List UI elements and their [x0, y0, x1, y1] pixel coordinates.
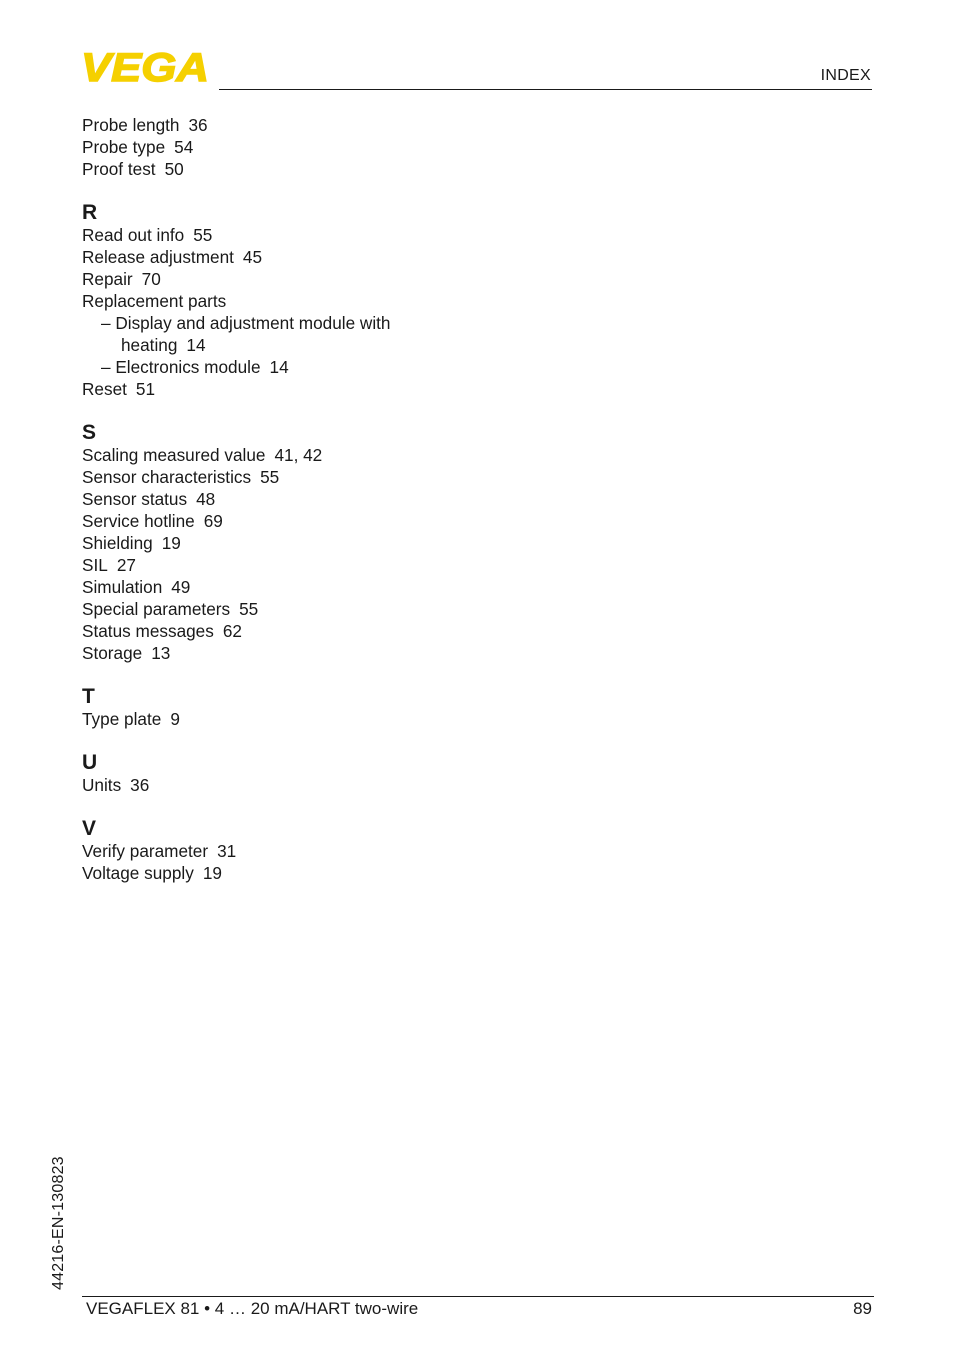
index-term: Sensor status — [82, 489, 188, 509]
vega-logo — [81, 50, 211, 84]
index-entry — [82, 598, 482, 620]
index-entry — [82, 290, 482, 312]
index-letter-heading: U — [82, 751, 98, 774]
index-letter-heading: R — [82, 201, 98, 224]
index-page-ref: 9 — [170, 709, 180, 729]
index-page-ref: 19 — [202, 863, 222, 883]
index-entry — [82, 532, 482, 554]
index-entry — [82, 554, 482, 576]
index-entry — [82, 840, 482, 862]
index-page-ref: 55 — [239, 599, 259, 619]
index-entry — [82, 620, 482, 642]
index-term: Status messages — [82, 621, 214, 641]
index-term: – Electronics module — [101, 357, 261, 377]
index-page-ref: 49 — [171, 577, 191, 597]
index-letter-heading: T — [82, 685, 95, 708]
index-page-ref: 62 — [222, 621, 242, 641]
index-term: Release adjustment — [82, 247, 234, 267]
index-page-ref: 41, 42 — [274, 445, 323, 465]
index-entry — [82, 158, 482, 180]
page-number: 89 — [853, 1299, 872, 1318]
index-term: Special parameters — [82, 599, 231, 619]
index-term: Scaling measured value — [82, 445, 266, 465]
index-term: Probe type — [82, 137, 166, 157]
index-term: – Display and adjustment module with — [101, 313, 391, 333]
index-list — [82, 114, 482, 884]
index-entry — [82, 708, 482, 730]
section-label: INDEX — [820, 67, 871, 84]
index-entry — [82, 136, 482, 158]
index-entry — [82, 224, 482, 246]
index-entry — [82, 444, 482, 466]
index-term: Repair — [82, 269, 133, 289]
index-term: Proof test — [82, 159, 156, 179]
index-entry — [82, 862, 482, 884]
index-entry — [82, 114, 482, 136]
index-term: Simulation — [82, 577, 163, 597]
index-term: Type plate — [82, 709, 162, 729]
index-page-ref: 31 — [217, 841, 237, 861]
index-page-ref: 45 — [242, 247, 263, 267]
index-page-ref: 14 — [186, 335, 206, 355]
index-term: Read out info — [82, 225, 185, 245]
index-page-ref: 13 — [151, 643, 171, 663]
index-page-ref: 27 — [116, 555, 136, 575]
index-entry — [82, 466, 482, 488]
header-divider — [219, 89, 872, 90]
index-entry — [82, 268, 482, 290]
index-subentry — [82, 356, 482, 378]
index-page-ref: 36 — [130, 775, 150, 795]
index-page-ref: 69 — [203, 511, 223, 531]
index-entry — [82, 774, 482, 796]
index-subentry — [82, 312, 482, 334]
index-term: Service hotline — [82, 511, 195, 531]
index-entry — [82, 246, 482, 268]
footer-product: VEGAFLEX 81 • 4 … 20 mA/HART two-wire — [86, 1299, 419, 1318]
index-term: Replacement parts — [82, 291, 227, 311]
index-term: Verify parameter — [82, 841, 209, 861]
index-entry — [82, 378, 482, 400]
index-entry — [82, 488, 482, 510]
index-term: Storage — [82, 643, 143, 663]
index-subentry — [82, 334, 482, 356]
index-entry — [82, 510, 482, 532]
index-term: SIL — [82, 555, 108, 575]
document-code: 44216-EN-130823 — [50, 1156, 67, 1290]
index-page-ref: 51 — [135, 379, 156, 399]
index-term: Sensor characteristics — [82, 467, 252, 487]
index-page-ref: 54 — [174, 137, 194, 157]
index-letter-heading: S — [82, 421, 97, 444]
index-page-ref: 36 — [188, 115, 208, 135]
index-term: Probe length — [82, 115, 180, 135]
logo-text: VEGA — [81, 50, 209, 84]
index-page-ref: 50 — [164, 159, 184, 179]
index-term: Reset — [82, 379, 127, 399]
index-term: heating — [121, 335, 178, 355]
index-term: Voltage supply — [82, 863, 194, 883]
index-page-ref: 14 — [269, 357, 289, 377]
index-page-ref: 55 — [193, 225, 213, 245]
index-letter-heading: V — [82, 817, 97, 840]
index-page-ref: 55 — [260, 467, 280, 487]
footer-divider — [82, 1296, 874, 1297]
index-term: Shielding — [82, 533, 153, 553]
index-page-ref: 48 — [196, 489, 216, 509]
index-term: Units — [82, 775, 122, 795]
index-page-ref: 70 — [141, 269, 161, 289]
index-entry — [82, 642, 482, 664]
index-entry — [82, 576, 482, 598]
index-page-ref: 19 — [161, 533, 181, 553]
